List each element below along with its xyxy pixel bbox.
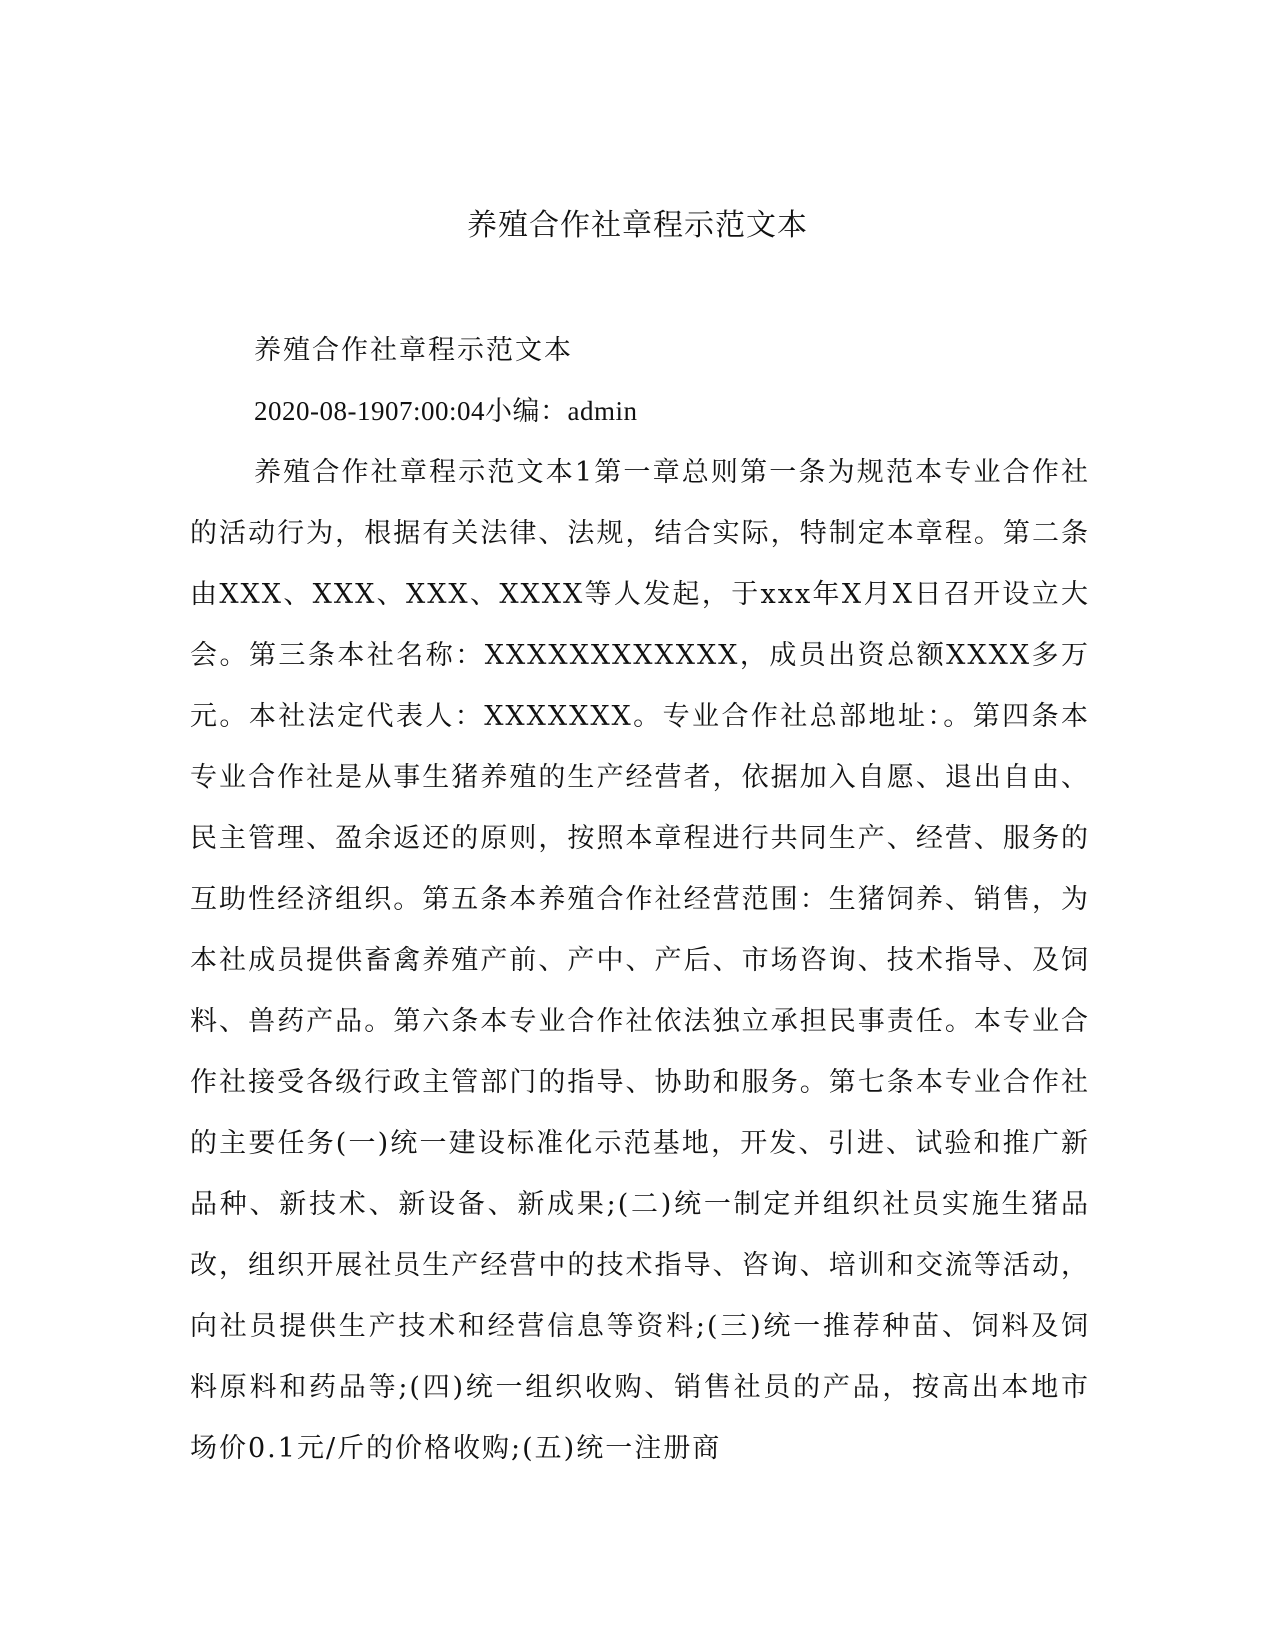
document-body-paragraph: 养殖合作社章程示范文本1第一章总则第一条为规范本专业合作社的活动行为，根据有关法律、法规，结合实际，特制定本章程。第二条由XXX、XXX、XXX、XXXX等人发起，于xxx年X月X日召开设立大会。第三条本社名称：XXXXXXXXXXXX，成员出资总额XXXX多万元。本社法定代表人：XXXXXXX。专业合作社总部地址：。第四条本专业合作社是从事生猪养殖的生产经营者，依据加入自愿、退出自由、民主管理、盈余返还的原则，按照本章程进行共同生产、经营、服务的互助性经济组织。第五条本养殖合作社经营范围：生猪饲养、销售，为本社成员提供畜禽养殖产前、产中、产后、市场咨询、技术指导、及饲料、兽药产品。第六条本专业合作社依法独立承担民事责任。本专业合作社接受各级行政主管部门的指导、协助和服务。第七条本专业合作社的主要任务(一)统一建设标准化示范基地，开发、引进、试验和推广新品种、新技术、新设备、新成果;(二)统一制定并组织社员实施生猪品改，组织开展社员生产经营中的技术指导、咨询、培训和交流等活动，向社员提供生产技术和经营信息等资料;(三)统一推荐种苗、饲料及饲料原料和药品等;(四)统一组织收购、销售社员的产品，按高出本地市场价0.1元/斤的价格收购;(五)统一注册商 — [190, 457, 1090, 1464]
publish-date: 2020-08-1907:00:04 — [254, 396, 485, 426]
author-label: 小编： — [485, 396, 568, 426]
document-meta — [190, 381, 1090, 442]
author-name: admin — [567, 396, 638, 426]
document-subtitle: 养殖合作社章程示范文本 — [254, 335, 573, 366]
document-title: 养殖合作社章程示范文本 — [467, 208, 808, 243]
